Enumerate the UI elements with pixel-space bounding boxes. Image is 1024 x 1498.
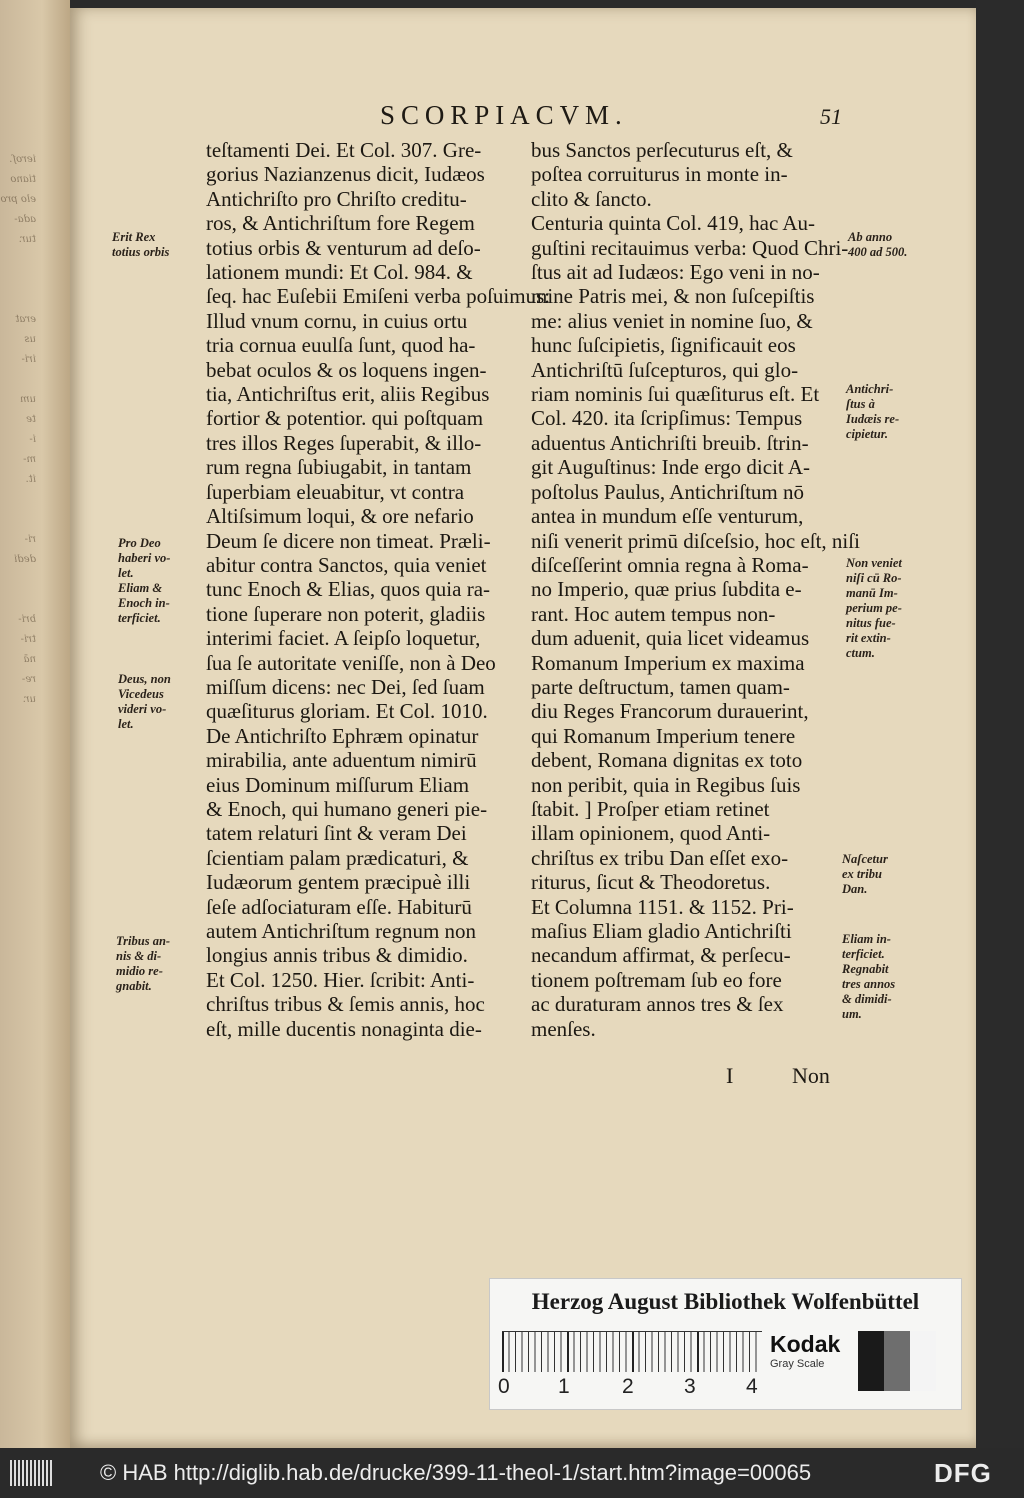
text-line: qui Romanum Imperium tenere — [531, 723, 796, 748]
text-line: quæſiturus gloriam. Et Col. 1010. — [206, 699, 488, 724]
text-line: ſcientiam palam prædicaturi, & — [206, 845, 469, 870]
text-line: ſeq. hac Euſebii Emiſeni verba poſuimus: — [206, 284, 551, 309]
marginal-note — [118, 536, 170, 626]
marginal-note — [112, 230, 169, 260]
text-line: antea in mundum eſſe venturum, — [531, 504, 804, 529]
text-line: parte deſtructum, tamen quam- — [531, 674, 790, 699]
text-line: Deus, non — [118, 672, 171, 686]
text-line: Et Col. 1250. Hier. ſcribit: Anti- — [206, 967, 475, 992]
scale-number: 2 — [622, 1375, 634, 1398]
text-line: poſtolus Paulus, Antichriſtum nō — [531, 479, 805, 504]
text-line: ſua ſe autoritate veniſſe, non à Deo — [206, 650, 496, 675]
text-line: chriſtus tribus & ſemis annis, hoc — [206, 992, 485, 1017]
text-line: ſtus à — [846, 397, 875, 411]
text-line: mine Patris mei, & non ſuſcepiſtis — [531, 284, 815, 309]
text-line: Pro Deo — [118, 536, 161, 550]
text-line: tione ſuperare non poterit, gladiis — [206, 601, 486, 626]
text-line: lationem mundi: Et Col. 984. & — [206, 260, 473, 285]
text-line: De Antichriſto Ephræm opinatur — [206, 723, 479, 748]
text-line: ſtus ait ad Iudæos: Ego veni in no- — [531, 260, 820, 285]
text-line: ex tribu — [842, 867, 882, 881]
scan-background-right — [976, 0, 1024, 1448]
text-line: terficiet. — [842, 947, 885, 961]
text-line: ſeſe adſociaturam eſſe. Habiturū — [206, 894, 472, 919]
text-line: & Enoch, qui humano generi pie- — [206, 796, 488, 821]
text-line: Antichri- — [846, 382, 894, 396]
text-line: autem Antichriſtum regnum non — [206, 919, 477, 943]
text-line: rant. Hoc autem tempus non- — [531, 601, 776, 626]
text-line: ctum. — [846, 646, 875, 660]
text-line: poſtea corruiturus in monte in- — [531, 162, 788, 187]
text-line: debent, Romana dignitas ex toto — [531, 748, 803, 773]
text-line: necandum affirmat, & perſecu- — [531, 943, 791, 968]
running-title: SCORPIACVM. — [380, 100, 628, 130]
text-line: let. — [118, 717, 134, 731]
text-line: non peribit, quia in Regibus ſuis — [531, 772, 801, 797]
text-line: ros, & Antichriſtum fore Regem — [206, 211, 475, 236]
text-line: dum aduenit, quia licet videamus — [531, 626, 810, 651]
text-line: chriſtus ex tribu Dan eſſet exo- — [531, 845, 789, 870]
text-line: Antichriſtū ſuſcepturos, qui glo- — [531, 357, 799, 382]
text-line: tunc Enoch & Elias, quos quia ra- — [206, 577, 491, 602]
text-line: tres annos — [842, 977, 896, 991]
marginal-note — [848, 230, 907, 260]
kodak-label — [770, 1331, 850, 1370]
text-line: tatem relaturi ſint & veram Dei — [206, 821, 467, 846]
text-line: Vicedeus — [118, 687, 164, 701]
text-line: rit extin- — [846, 631, 891, 645]
facing-page-edge — [0, 0, 70, 1448]
scale-number: 0 — [498, 1375, 510, 1398]
library-name: Herzog August Bibliothek Wolfenbüttel — [531, 1289, 920, 1314]
text-line: Antichriſto pro Chriſto creditu- — [206, 186, 467, 211]
marginal-note — [116, 934, 170, 994]
signature-mark: I — [726, 1063, 734, 1088]
text-line: tionem poſtremam ſub eo fore — [531, 967, 782, 992]
text-line: Eliam & — [118, 581, 163, 595]
text-line: teſtamenti Dei. Et Col. 307. Gre- — [206, 138, 482, 162]
text-line: & dimidi- — [842, 992, 892, 1006]
text-line: mirabilia, ante aduentum nimirū — [206, 748, 477, 773]
text-line: maſius Eliam gladio Antichriſti — [531, 919, 792, 943]
page-number: 51 — [820, 104, 842, 129]
text-line: Dan. — [842, 882, 868, 896]
text-line: no Imperio, quæ prius ſubdita e- — [531, 577, 802, 602]
text-line: tria cornua euulſa ſunt, quod ha- — [206, 333, 476, 358]
facing-page-bleed-text: ieroſ. tiano elo pro ada- tur. erat us iri- um te i- m- it. ri- dedi bri- tri- nā re- ur. — [0, 154, 36, 705]
gray-swatch-dark — [858, 1331, 884, 1391]
text-line: hunc ſuſcipietis, ſignificauit eos — [531, 333, 796, 358]
text-line: Regnabit — [842, 962, 889, 976]
text-line: nis & di- — [116, 949, 162, 963]
text-line: diu Reges Francorum durauerint, — [531, 699, 809, 724]
catchword: Non — [792, 1063, 830, 1088]
scale-number: 4 — [746, 1375, 758, 1398]
text-line: diſceſſerint omnia regna à Roma- — [531, 552, 809, 577]
text-line: rum regna ſubiugabit, in tantam — [206, 455, 472, 480]
text-line: miſſum dicens: nec Dei, ſed ſuam — [206, 674, 485, 699]
marginal-note — [846, 556, 902, 661]
text-line: nitus fue- — [846, 616, 896, 630]
dfg-logo: DFG — [934, 1458, 992, 1488]
text-line: tia, Antichriſtus erit, aliis Regibus — [206, 382, 490, 407]
text-line: Romanum Imperium ex maxima — [531, 650, 805, 675]
text-line: niſi venerit primū diſceſsio, hoc eſt, niſi — [531, 528, 860, 553]
text-line: aduentus Antichriſti breuib. ſtrin- — [531, 430, 809, 455]
scale-numbers — [498, 1375, 778, 1399]
text-line: Iudæorum gentem præcipuè illi — [206, 870, 471, 895]
text-line: perium pe- — [846, 601, 902, 615]
text-line: gorius Nazianzenus dicit, Iudæos — [206, 162, 485, 187]
text-line: eius Dominum miſſurum Eliam — [206, 772, 470, 797]
text-line: um. — [842, 1007, 862, 1021]
text-line: haberi vo- — [118, 551, 171, 565]
text-line: Altiſsimum loqui, & ore nefario — [206, 504, 474, 529]
text-line: fortior & potentior. qui poſtquam — [206, 406, 484, 431]
text-line: me: alius veniet in nomine ſuo, & — [531, 308, 813, 333]
text-line: tres illos Reges ſuperabit, & illo- — [206, 430, 482, 455]
text-line: Enoch in- — [118, 596, 170, 610]
scale-ruler-major-ticks — [502, 1331, 762, 1372]
text-line: niſi cū Ro- — [846, 571, 902, 585]
text-line: Tribus an- — [116, 934, 171, 948]
marginal-note — [842, 852, 888, 897]
text-line: Naſcetur — [842, 852, 888, 866]
text-line: clito & ſancto. — [531, 186, 652, 211]
text-line: menſes. — [531, 1016, 596, 1041]
text-line: ſuperbiam eleuabitur, vt contra — [206, 479, 465, 504]
left-text-column — [206, 138, 551, 1041]
viewer-footer — [0, 1448, 1024, 1498]
text-line: bebat oculos & os loquens ingen- — [206, 357, 487, 382]
text-line: totius orbis — [112, 245, 170, 259]
text-line: Erit Rex — [112, 230, 156, 244]
text-line: Illud vnum cornu, in cuius ortu — [206, 308, 468, 333]
text-line: let. — [118, 566, 134, 580]
scale-number: 3 — [684, 1375, 696, 1398]
text-line: manū Im- — [846, 586, 898, 600]
color-calibration-target — [489, 1278, 962, 1410]
text-line: ſtabit. ] Proſper etiam retinet — [531, 796, 770, 821]
gray-swatch-light — [910, 1331, 936, 1391]
marginal-note — [118, 672, 171, 732]
text-line: Deum ſe dicere non timeat. Præli- — [206, 528, 491, 553]
page-header — [380, 100, 900, 131]
text-line: ac duraturam annos tres & ſex — [531, 992, 784, 1017]
text-line: Iudæis re- — [846, 412, 900, 426]
text-line: videri vo- — [118, 702, 167, 716]
gray-scale-label: Gray Scale — [770, 1358, 825, 1370]
text-line: bus Sanctos perſecuturus eſt, & — [531, 138, 793, 162]
kodak-brand: Kodak — [770, 1331, 841, 1357]
text-line: Col. 420. ita ſcripſimus: Tempus — [531, 406, 803, 431]
text-line: longius annis tribus & dimidio. — [206, 943, 468, 968]
copyright-link[interactable]: © HAB http://diglib.hab.de/drucke/399-11-theol-1/start.htm?image=00065 — [100, 1460, 812, 1485]
marginal-note — [842, 932, 895, 1022]
text-line: riam nominis ſui quæſiturus eſt. Et — [531, 382, 820, 407]
scale-number: 1 — [558, 1375, 570, 1398]
gray-swatch-mid — [884, 1331, 910, 1391]
text-line: terficiet. — [118, 611, 161, 625]
text-line: Et Columna 1151. & 1152. Pri- — [531, 894, 794, 919]
right-text-column — [531, 138, 860, 1041]
text-line: midio re- — [116, 964, 163, 978]
text-line: riturus, ſicut & Theodoretus. — [531, 870, 771, 895]
text-line: Non veniet — [846, 556, 902, 570]
text-line: Eliam in- — [842, 932, 891, 946]
text-line: cipietur. — [846, 427, 889, 441]
text-line: abitur contra Sanctos, quia veniet — [206, 552, 487, 577]
text-line: totius orbis & venturum ad deſo- — [206, 235, 481, 260]
text-line: gnabit. — [116, 979, 152, 993]
marginal-note — [846, 382, 899, 442]
text-line: eſt, mille ducentis nonaginta die- — [206, 1016, 482, 1041]
text-line: Centuria quinta Col. 419, hac Au- — [531, 211, 816, 236]
barcode-icon — [10, 1460, 52, 1486]
text-line: interimi faciet. A ſeipſo loquetur, — [206, 626, 481, 651]
text-line: guſtini recitauimus verba: Quod Chri- — [531, 235, 849, 260]
text-line: Ab anno — [848, 230, 893, 244]
text-line: 400 ad 500. — [848, 245, 908, 259]
text-line: illam opinionem, quod Anti- — [531, 821, 771, 846]
text-line: git Auguſtinus: Inde ergo dicit A- — [531, 455, 811, 480]
